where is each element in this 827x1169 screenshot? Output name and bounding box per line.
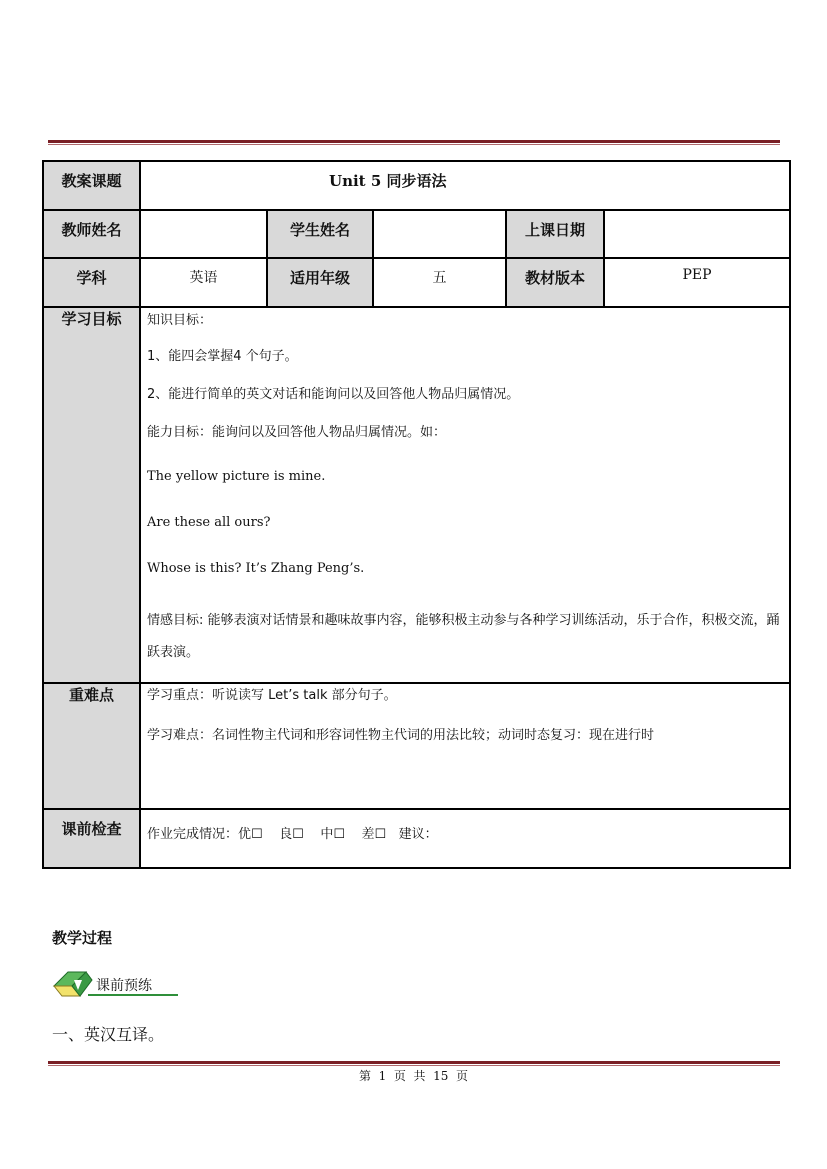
grade-value: 五 — [373, 258, 506, 307]
objectives-content — [140, 307, 790, 683]
knowledge-goal: 知识目标： — [147, 313, 213, 328]
teacher-row — [43, 210, 790, 258]
student-label: 学生姓名 — [267, 210, 373, 258]
subject-row — [43, 258, 790, 307]
date-value — [604, 210, 790, 258]
ability-goal: 能力目标：能询问以及回答他人物品归属情况。如： — [147, 425, 447, 440]
grade-label: 适用年级 — [267, 258, 373, 307]
key-points-text: 学习重点：听说读写 Let’s talk 部分句子。 — [147, 688, 397, 703]
topic-label: 教案课题 — [43, 161, 140, 210]
key-points-content — [140, 683, 790, 809]
topic-value — [140, 161, 790, 210]
example-sentence-3: Whose is this? It’s Zhang Peng’s. — [147, 561, 365, 576]
badge-underline — [88, 994, 178, 996]
objectives-label: 学习目标 — [43, 307, 140, 683]
teacher-value — [140, 210, 267, 258]
subject-label: 学科 — [43, 258, 140, 307]
teacher-label: 教师姓名 — [43, 210, 140, 258]
process-title: 教学过程 — [52, 929, 113, 947]
difficult-points-text: 学习难点：名词性物主代词和形容词性物主代词的用法比较；动词时态复习：现在进行时 — [147, 728, 655, 743]
knowledge-item-2: 2、能进行简单的英文对话和能询问以及回答他人物品归属情况。 — [147, 387, 520, 402]
exercise-title: 一、英汉互译。 — [52, 1025, 165, 1044]
topic-text: Unit 5 同步语法 — [329, 172, 447, 190]
precheck-row — [43, 809, 790, 868]
header-rule — [48, 140, 780, 146]
emotion-goal: 情感目标: 能够表演对话情景和趣味故事内容，能够积极主动参与各种学习训练活动，乐于合作，积极交流，踊跃表演。 — [147, 613, 780, 660]
topic-row — [43, 161, 790, 210]
key-points-label: 重难点 — [43, 683, 140, 809]
subject-value: 英语 — [140, 258, 267, 307]
date-label: 上课日期 — [506, 210, 604, 258]
precheck-label: 课前检查 — [43, 809, 140, 868]
student-value — [373, 210, 506, 258]
badge-label: 课前预练 — [96, 978, 152, 994]
edition-value: PEP — [604, 258, 790, 307]
knowledge-item-1: 1、能四会掌握4 个句子。 — [147, 349, 298, 364]
edition-label: 教材版本 — [506, 258, 604, 307]
objectives-row — [43, 307, 790, 683]
homework-check-text: 作业完成情况：优☐ 良☐ 中☐ 差☐ 建议： — [147, 827, 438, 842]
precheck-content — [140, 809, 790, 868]
page-footer: 第 1 页 共 15 页 — [358, 1069, 469, 1083]
lesson-plan-table — [42, 160, 791, 869]
key-points-row — [43, 683, 790, 809]
example-sentence-1: The yellow picture is mine. — [147, 469, 326, 484]
example-sentence-2: Are these all ours? — [147, 515, 271, 530]
